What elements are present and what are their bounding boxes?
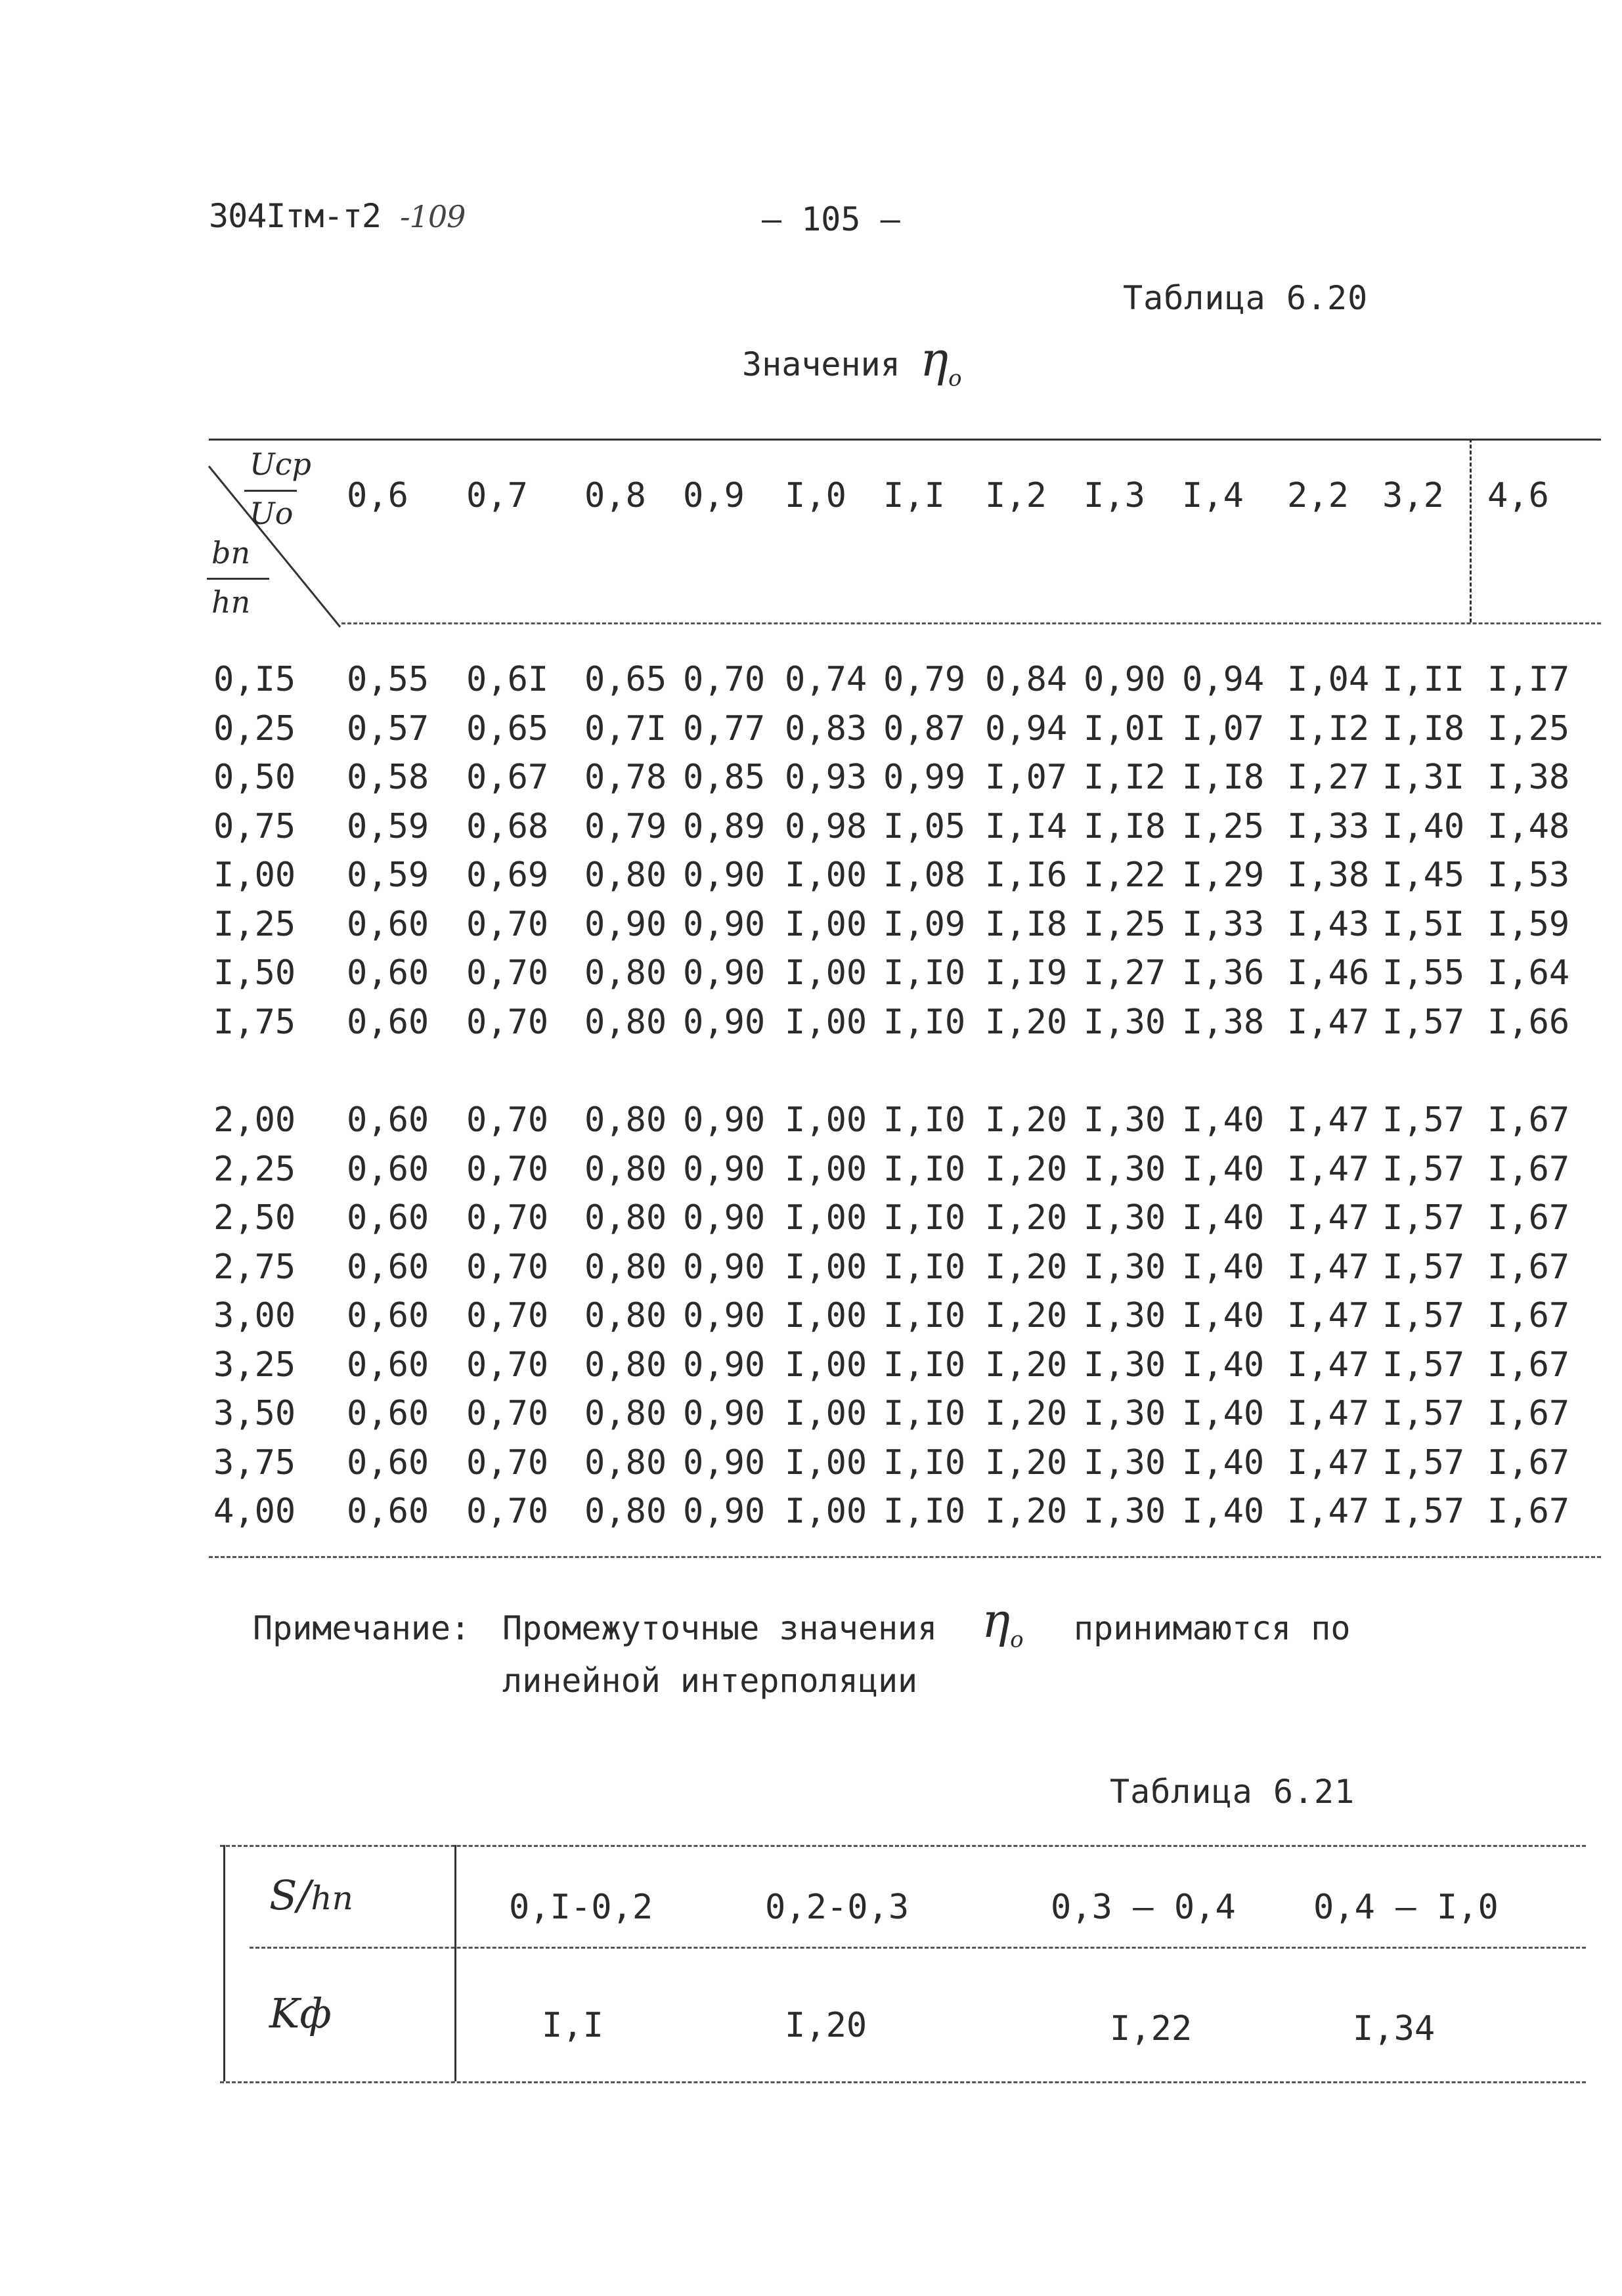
document-code-text: 304Iтм-т2: [209, 197, 381, 235]
table-cell: I,57: [1382, 1100, 1465, 1140]
row-label: I,75: [213, 1002, 296, 1042]
table-cell: 0,90: [683, 1296, 766, 1335]
row-label: 2,75: [213, 1247, 296, 1287]
table-cell: I,I0: [883, 1247, 966, 1287]
row-label: I,50: [213, 953, 296, 993]
table-cell: 0,70: [466, 1345, 549, 1385]
row-label: 0,I5: [213, 660, 296, 699]
table-6-21-title: Таблица 6.21: [1110, 1773, 1355, 1811]
table-6-21-top-rule: [220, 1845, 1586, 1847]
table-cell: I,30: [1084, 1394, 1166, 1433]
table-cell: I,20: [985, 1296, 1068, 1335]
table-cell: 0,74: [785, 660, 867, 699]
k-phi-value: I,20: [785, 2006, 867, 2045]
column-header: 4,6: [1487, 476, 1549, 515]
table-cell: I,67: [1487, 1394, 1570, 1433]
table-cell: I,00: [785, 1247, 867, 1287]
table-cell: I,57: [1382, 1198, 1465, 1238]
table-cell: 0,90: [683, 1149, 766, 1189]
table-cell: I,67: [1487, 1296, 1570, 1335]
table-cell: 0,60: [347, 1394, 429, 1433]
table-cell: I,09: [883, 904, 966, 944]
row-label: I,25: [213, 904, 296, 944]
table-cell: I,25: [1487, 708, 1570, 748]
table-cell: I,I4: [985, 806, 1068, 846]
table-cell: I,3I: [1382, 758, 1465, 797]
table-cell: 0,90: [683, 1345, 766, 1385]
row-label: 0,50: [213, 758, 296, 797]
table-6-20-subtitle: [742, 332, 962, 391]
column-header: I,2: [985, 476, 1047, 515]
table-cell: 0,60: [347, 1296, 429, 1335]
row-label: 2,00: [213, 1100, 296, 1140]
table-cell: I,00: [785, 904, 867, 944]
table-cell: 0,90: [683, 1394, 766, 1433]
table-cell: 0,67: [466, 758, 549, 797]
table-cell: I,40: [1182, 1442, 1265, 1483]
range-header: 0,2-0,3: [765, 1888, 910, 1927]
table-cell: I,47: [1287, 1492, 1370, 1531]
table-cell: I,20: [985, 1394, 1068, 1433]
table-cell: I,00: [785, 1442, 867, 1483]
column-header: 2,2: [1287, 476, 1349, 515]
table-cell: 0,60: [347, 1198, 429, 1238]
table-cell: 0,70: [466, 1492, 549, 1531]
table-cell: 0,7I: [584, 708, 667, 748]
table-cell: 0,90: [683, 904, 766, 944]
table-cell: I,27: [1084, 953, 1166, 993]
table-cell: I,07: [985, 758, 1068, 797]
table-cell: I,40: [1182, 1394, 1265, 1433]
table-cell: 0,80: [584, 953, 667, 993]
table-cell: 0,60: [347, 1100, 429, 1140]
table-cell: 0,60: [347, 1002, 429, 1042]
table-cell: I,00: [785, 953, 867, 993]
table-cell: 0,93: [785, 758, 867, 797]
table-cell: I,30: [1084, 1247, 1166, 1287]
table-cell: I,30: [1084, 1100, 1166, 1140]
table-cell: 0,83: [785, 708, 867, 748]
row-label: 3,50: [213, 1394, 296, 1433]
table-cell: 0,58: [347, 758, 429, 797]
table-cell: I,I9: [985, 953, 1068, 993]
table-cell: I,40: [1182, 1345, 1265, 1385]
table-cell: I,47: [1287, 1002, 1370, 1042]
column-header: I,0: [785, 476, 846, 515]
table-cell: I,40: [1182, 1492, 1265, 1531]
column-header: I,I: [883, 476, 945, 515]
table-cell: I,I0: [883, 1345, 966, 1385]
table-cell: 0,60: [347, 904, 429, 944]
table-6-21-divider: [454, 1845, 456, 2081]
table-cell: 0,78: [584, 758, 667, 797]
row-label: 2,25: [213, 1149, 296, 1189]
table-cell: I,00: [785, 1198, 867, 1238]
param-s-over-hp: S/hп: [269, 1871, 353, 1919]
table-cell: I,67: [1487, 1100, 1570, 1140]
page-number: – 105 –: [762, 200, 900, 238]
table-cell: 0,65: [584, 660, 667, 699]
table-cell: I,47: [1287, 1149, 1370, 1189]
table-cell: 0,70: [466, 1296, 549, 1335]
table-cell: I,00: [785, 1296, 867, 1335]
table-cell: I,67: [1487, 1149, 1570, 1189]
table-cell: 0,80: [584, 1100, 667, 1140]
table-cell: 0,70: [466, 953, 549, 993]
column-header: 0,7: [466, 476, 528, 515]
table-cell: I,20: [985, 1345, 1068, 1385]
table-cell: 0,70: [466, 1149, 549, 1189]
table-cell: I,30: [1084, 1345, 1166, 1385]
table-cell: 0,79: [883, 660, 966, 699]
table-cell: 0,69: [466, 856, 549, 895]
table-cell: I,20: [985, 1492, 1068, 1531]
table-cell: 0,57: [347, 708, 429, 748]
table-6-20-header-rule: [341, 622, 1601, 624]
table-cell: I,67: [1487, 1492, 1570, 1531]
table-cell: I,40: [1182, 1296, 1265, 1335]
table-cell: I,I7: [1487, 660, 1570, 699]
table-cell: I,45: [1382, 856, 1465, 895]
range-header: 0,3 – 0,4: [1051, 1888, 1236, 1927]
row-label: 3,00: [213, 1296, 296, 1335]
table-cell: I,I0: [883, 1002, 966, 1042]
table-cell: I,I0: [883, 1394, 966, 1433]
table-cell: 0,94: [985, 708, 1068, 748]
table-cell: I,08: [883, 856, 966, 895]
table-cell: 0,80: [584, 1198, 667, 1238]
table-cell: 0,55: [347, 660, 429, 699]
table-cell: 0,90: [683, 1247, 766, 1287]
table-6-21-bottom-rule: [220, 2081, 1586, 2083]
table-cell: I,I0: [883, 1198, 966, 1238]
table-cell: 0,90: [683, 1002, 766, 1042]
table-cell: 0,80: [584, 1149, 667, 1189]
table-cell: I,I2: [1287, 708, 1370, 748]
eta-symbol: $\eta_o$: [919, 332, 962, 392]
row-label: 4,00: [213, 1492, 296, 1531]
document-code-handwritten: -109: [400, 199, 466, 234]
row-label: 3,25: [213, 1345, 296, 1385]
table-cell: I,00: [785, 856, 867, 895]
row-label: I,00: [213, 856, 296, 895]
table-cell: I,57: [1382, 1296, 1465, 1335]
table-cell: 0,85: [683, 758, 766, 797]
table-cell: I,33: [1182, 904, 1265, 944]
table-cell: I,67: [1487, 1442, 1570, 1483]
table-cell: I,46: [1287, 953, 1370, 993]
column-header: I,4: [1182, 476, 1244, 515]
table-cell: I,I0: [883, 953, 966, 993]
table-cell: I,57: [1382, 1247, 1465, 1287]
table-cell: I,I0: [883, 1296, 966, 1335]
table-cell: 0,70: [466, 1100, 549, 1140]
note-line-2: линейной интерполяции: [502, 1662, 918, 1700]
table-cell: I,30: [1084, 1198, 1166, 1238]
table-cell: I,57: [1382, 1492, 1465, 1531]
table-cell: I,57: [1382, 1149, 1465, 1189]
table-cell: 0,90: [683, 1442, 766, 1483]
table-cell: 0,80: [584, 1296, 667, 1335]
table-cell: I,00: [785, 1345, 867, 1385]
table-cell: 0,60: [347, 1442, 429, 1483]
table-cell: 0,77: [683, 708, 766, 748]
table-cell: I,20: [985, 1002, 1068, 1042]
table-cell: I,00: [785, 1100, 867, 1140]
table-cell: I,40: [1182, 1247, 1265, 1287]
table-cell: 0,90: [683, 856, 766, 895]
table-cell: I,5I: [1382, 904, 1465, 944]
header-ucp: Uср: [250, 446, 311, 482]
table-cell: I,I0: [883, 1492, 966, 1531]
table-cell: I,I8: [1084, 806, 1166, 846]
table-cell: 0,90: [683, 1100, 766, 1140]
table-cell: I,36: [1182, 953, 1265, 993]
header-side-fraction-bar: [207, 578, 269, 580]
table-cell: I,40: [1182, 1149, 1265, 1189]
table-cell: I,38: [1182, 1002, 1265, 1042]
column-header: 3,2: [1382, 476, 1444, 515]
header-hp: hп: [211, 584, 251, 620]
table-cell: I,0I: [1084, 708, 1166, 748]
table-cell: I,30: [1084, 1002, 1166, 1042]
table-cell: I,20: [985, 1149, 1068, 1189]
table-cell: 0,68: [466, 806, 549, 846]
column-header: 0,8: [584, 476, 646, 515]
table-cell: I,20: [985, 1198, 1068, 1238]
table-6-21-left-rule: [223, 1845, 225, 2081]
row-label: 0,75: [213, 806, 296, 846]
table-cell: I,I0: [883, 1149, 966, 1189]
table-cell: I,47: [1287, 1198, 1370, 1238]
column-header: 0,9: [683, 476, 745, 515]
table-cell: 0,80: [584, 856, 667, 895]
table-cell: I,40: [1382, 806, 1465, 846]
table-cell: I,57: [1382, 1394, 1465, 1433]
table-cell: I,30: [1084, 1492, 1166, 1531]
note-line-1-end: принимаются по: [1074, 1609, 1351, 1647]
row-label: 0,25: [213, 708, 296, 748]
table-6-20-top-rule: [209, 439, 1601, 441]
table-cell: I,07: [1182, 708, 1265, 748]
table-cell: I,00: [785, 1002, 867, 1042]
table-cell: 0,87: [883, 708, 966, 748]
document-code: [209, 197, 465, 235]
table-cell: 0,80: [584, 1394, 667, 1433]
table-cell: 0,70: [466, 1198, 549, 1238]
table-cell: I,I8: [1382, 708, 1465, 748]
table-cell: 0,89: [683, 806, 766, 846]
table-cell: I,25: [1084, 904, 1166, 944]
table-cell: I,04: [1287, 660, 1370, 699]
table-cell: 0,60: [347, 1247, 429, 1287]
table-cell: I,I0: [883, 1442, 966, 1483]
table-cell: I,47: [1287, 1394, 1370, 1433]
table-cell: I,27: [1287, 758, 1370, 797]
table-cell: I,29: [1182, 856, 1265, 895]
table-cell: I,59: [1487, 904, 1570, 944]
table-cell: 0,94: [1182, 660, 1265, 699]
table-6-20-right-rule: [1470, 439, 1472, 622]
table-cell: 0,84: [985, 660, 1068, 699]
table-cell: I,I8: [985, 904, 1068, 944]
table-cell: I,43: [1287, 904, 1370, 944]
table-cell: 0,90: [683, 1198, 766, 1238]
table-cell: I,47: [1287, 1345, 1370, 1385]
table-cell: 0,80: [584, 1492, 667, 1531]
table-cell: 0,99: [883, 758, 966, 797]
table-cell: I,38: [1487, 758, 1570, 797]
table-cell: I,67: [1487, 1345, 1570, 1385]
note-label: Примечание:: [253, 1609, 471, 1647]
column-header: I,3: [1084, 476, 1145, 515]
table-cell: I,67: [1487, 1198, 1570, 1238]
table-cell: I,40: [1182, 1198, 1265, 1238]
table-cell: I,20: [985, 1442, 1068, 1483]
column-header: 0,6: [347, 476, 408, 515]
table-cell: 0,59: [347, 856, 429, 895]
table-cell: 0,70: [466, 904, 549, 944]
k-phi-value: I,22: [1110, 2009, 1193, 2048]
table-cell: I,66: [1487, 1002, 1570, 1042]
table-cell: I,57: [1382, 1442, 1465, 1483]
table-cell: 0,80: [584, 1247, 667, 1287]
range-header: 0,4 – I,0: [1313, 1888, 1499, 1927]
table-cell: I,I0: [883, 1100, 966, 1140]
k-phi-value: I,34: [1353, 2009, 1436, 2048]
table-cell: I,00: [785, 1149, 867, 1189]
table-cell: I,47: [1287, 1296, 1370, 1335]
param-k-phi: Kф: [269, 1989, 332, 2037]
table-cell: I,67: [1487, 1247, 1570, 1287]
table-cell: I,33: [1287, 806, 1370, 846]
table-cell: I,00: [785, 1394, 867, 1433]
table-cell: I,I2: [1084, 758, 1166, 797]
table-cell: 0,90: [584, 904, 667, 944]
table-cell: I,48: [1487, 806, 1570, 846]
table-cell: 0,80: [584, 1345, 667, 1385]
table-cell: 0,90: [683, 953, 766, 993]
table-cell: I,40: [1182, 1100, 1265, 1140]
table-6-21-mid-rule: [250, 1947, 1586, 1949]
table-cell: I,53: [1487, 856, 1570, 895]
table-cell: I,57: [1382, 1345, 1465, 1385]
table-cell: I,38: [1287, 856, 1370, 895]
table-cell: I,30: [1084, 1442, 1166, 1483]
table-cell: 0,70: [466, 1247, 549, 1287]
table-cell: 0,70: [466, 1442, 549, 1483]
table-cell: I,47: [1287, 1442, 1370, 1483]
table-cell: I,22: [1084, 856, 1166, 895]
subtitle-text: Значения: [742, 345, 900, 383]
table-cell: I,30: [1084, 1149, 1166, 1189]
table-cell: 0,90: [1084, 660, 1166, 699]
table-6-20-title: Таблица 6.20: [1123, 279, 1369, 317]
table-cell: I,64: [1487, 953, 1570, 993]
table-cell: 0,59: [347, 806, 429, 846]
table-cell: I,20: [985, 1100, 1068, 1140]
table-cell: I,57: [1382, 1002, 1465, 1042]
table-cell: I,II: [1382, 660, 1465, 699]
table-cell: 0,60: [347, 1149, 429, 1189]
table-cell: 0,98: [785, 806, 867, 846]
table-cell: 0,70: [466, 1002, 549, 1042]
note-line-1: Промежуточные значения: [502, 1609, 938, 1647]
table-cell: 0,6I: [466, 660, 549, 699]
table-cell: I,25: [1182, 806, 1265, 846]
table-cell: 0,80: [584, 1442, 667, 1483]
note-eta-symbol: $\eta_o$: [982, 1593, 1024, 1653]
table-cell: 0,90: [683, 1492, 766, 1531]
table-cell: 0,60: [347, 1345, 429, 1385]
header-top-fraction-bar: [244, 490, 297, 492]
table-cell: I,30: [1084, 1296, 1166, 1335]
table-cell: 0,65: [466, 708, 549, 748]
table-cell: I,00: [785, 1492, 867, 1531]
table-cell: I,47: [1287, 1100, 1370, 1140]
table-cell: 0,70: [683, 660, 766, 699]
table-cell: I,47: [1287, 1247, 1370, 1287]
table-cell: 0,60: [347, 1492, 429, 1531]
table-cell: 0,79: [584, 806, 667, 846]
table-cell: 0,60: [347, 953, 429, 993]
table-cell: I,I8: [1182, 758, 1265, 797]
table-cell: I,20: [985, 1247, 1068, 1287]
range-header: 0,I-0,2: [509, 1888, 653, 1927]
table-cell: 0,80: [584, 1002, 667, 1042]
table-cell: I,05: [883, 806, 966, 846]
table-cell: 0,70: [466, 1394, 549, 1433]
row-label: 3,75: [213, 1442, 296, 1483]
k-phi-value: I,I: [542, 2006, 603, 2045]
row-label: 2,50: [213, 1198, 296, 1238]
table-6-20-bottom-rule: [209, 1556, 1601, 1558]
header-uo: Uo: [250, 496, 294, 531]
header-bp: bп: [211, 535, 251, 571]
table-cell: I,I6: [985, 856, 1068, 895]
table-cell: I,55: [1382, 953, 1465, 993]
